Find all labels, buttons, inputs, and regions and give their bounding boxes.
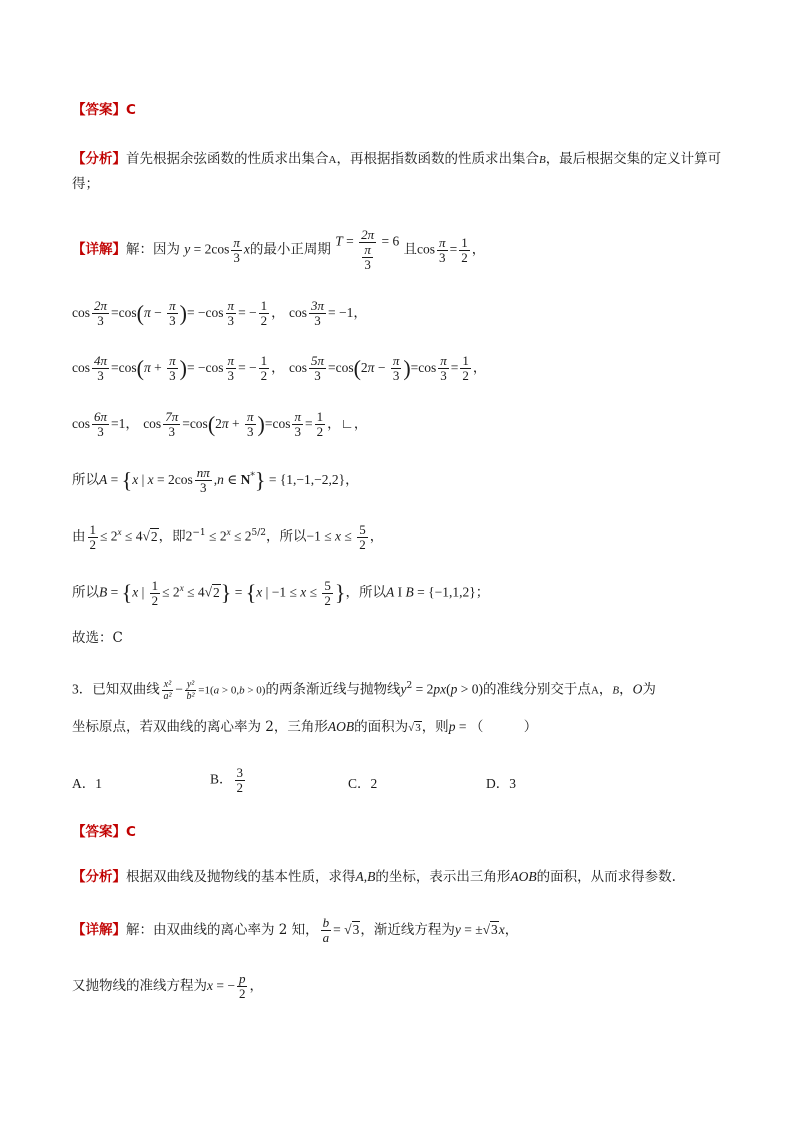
analysis-text: 的面积，从而求得参数.: [536, 869, 676, 885]
detail-line-ineq: 由 $\frac{1}{2}$ ≤ $2^x \le 4√2$，即$2^{-1} \le 2^x \le 2^{5/2}$，所以−1 ≤ x ≤ $\frac{5}{2}$ ，: [72, 521, 384, 552]
option-c: C．2: [348, 776, 378, 791]
detail-text: ，: [249, 978, 263, 994]
question-text: 的两条渐近线与抛物线: [265, 681, 401, 698]
detail-line-4: cos $\frac{6\pi}{3}$ =1， cos $\frac{7\pi}{3}$ =cos(2π + $\frac{\pi}{3}$ )=cos $\frac{\pi}{3}$ = $\frac{1}{2}$ ，∟，: [72, 409, 368, 439]
question-text: 已知双曲线: [92, 681, 160, 698]
detail2-line-1: 【详解】解：由双曲线的离心率为 2 知， $\frac{b}{a}$ = √3，渐近线方程为y = ±√3x，: [72, 915, 519, 945]
and-text: 且: [403, 241, 418, 258]
option-a: A．1: [72, 776, 102, 791]
detail-line-2: cos $\frac{2\pi}{3}$ =cos(π − $\frac{\pi}{3}$ )= −cos $\frac{\pi}{3}$ = − $\frac{1}{2}$ ， cos $\frac{3\pi}{3}$ = −1，: [72, 298, 367, 328]
question-text: ，则: [421, 719, 449, 735]
detail-text: 解：由双曲线的离心率为 2 知，: [126, 922, 319, 938]
detail-text: ，: [504, 922, 519, 938]
set-a-result: {1,−1,−2,2}: [279, 472, 346, 487]
answer-value: C: [126, 102, 136, 118]
detail-tag: 【详解】: [72, 922, 126, 938]
detail-line-3: cos $\frac{4\pi}{3}$ =cos(π + $\frac{\pi}{3}$ )= −cos $\frac{\pi}{3}$ = − $\frac{1}{2}$ ， cos $\frac{5\pi}{3}$ =cos(2π − $\frac{\pi}{3}$ )=cos $\frac{\pi}{3}$ = $\frac{1}{2}$ ，: [72, 353, 487, 383]
answer-value: C: [126, 824, 136, 840]
analysis-text: ，最后根据交集的定义计算可得；: [72, 151, 722, 192]
period-text: 的最小正周期: [249, 241, 331, 258]
bset-text: ，所以: [345, 584, 386, 601]
detail-text: 又抛物线的准线方程为: [72, 978, 207, 994]
intersection-result: {−1,1,2}: [428, 584, 476, 600]
so2-text: ，所以: [266, 528, 307, 545]
question-text: （ ）: [469, 719, 538, 735]
from-text: 由: [72, 528, 86, 545]
question-text: 为: [642, 681, 656, 698]
detail-line-set-b: 所以B = {x | $\frac{1}{2}$ ≤ $2^x \le 4√2\} = \{x$ | −1 ≤ x ≤ $\frac{5}{2}$ }，所以A I B = {−1,1,2}；: [72, 577, 490, 608]
analysis-text: 的坐标，表示出三角形: [375, 869, 511, 885]
analysis-line-2: 【分析】根据双曲线及抛物线的基本性质，求得A,B的坐标，表示出三角形AOB的面积，从而求得参数.: [72, 869, 676, 885]
detail-line-set-a: 所以A = {x | x = 2cos $\frac{n\pi}{3}$ ,n ∈ N*} = {1,−1,−2,2}，: [72, 465, 359, 495]
set-b-label: B: [538, 154, 546, 166]
so-text: 所以: [72, 472, 99, 488]
question-text: 坐标原点，若双曲线的离心率为 2，三角形: [72, 719, 328, 735]
conclusion-line: [72, 628, 732, 648]
set-a-label: A: [328, 154, 337, 166]
analysis-text: 首先根据余弦函数的性质求出集合: [126, 151, 329, 167]
detail-intro: 解：因为: [126, 241, 180, 258]
answer-line-2: [72, 822, 732, 842]
analysis-tag: 【分析】: [72, 151, 126, 167]
question3-line-2: 坐标原点，若双曲线的离心率为 2，三角形AOB的面积为√3，则p = （ ）: [72, 719, 538, 735]
analysis-text: 根据双曲线及抛物线的基本性质，求得: [126, 869, 356, 885]
question-number: 3．: [72, 681, 93, 697]
answer-tag: 【答案】: [72, 824, 126, 840]
answer-tag: 【答案】: [72, 102, 126, 118]
conclusion-text: 故选：C: [72, 630, 123, 646]
question3-line-1: 3．已知双曲线 $\frac{\text{x²}}{\text{a²}}$ − $\frac{\text{y²}}{\text{b²}}$ =1(a > 0,b > 0)的两条渐近线与抛物线$y^2 = 2px(p > 0)$的准线分别交于点A，B，O为: [72, 678, 656, 702]
detail-tag: 【详解】: [72, 241, 126, 258]
question-text: ，: [598, 681, 613, 698]
detail-text: ，渐近线方程为: [360, 922, 455, 938]
analysis-block-1: [72, 147, 732, 196]
ellipsis-mark: ∟: [340, 416, 354, 431]
question-text: 的面积为: [354, 719, 409, 735]
so-text: 所以: [72, 584, 99, 601]
detail2-line-2: 又抛物线的准线方程为x = − $\frac{p}{2}$ ，: [72, 971, 263, 1001]
option-b: B． $\frac{3}{2}$: [210, 765, 244, 795]
answer-line-1: [72, 100, 732, 120]
analysis-text: ，再根据指数函数的性质求出集合: [336, 151, 539, 167]
question-text: 的准线分别交于点: [482, 681, 591, 698]
detail-line-1: 【详解】解：因为 y = 2cos $\frac{\pi}{3}$ x的最小正周期 T = $\frac{2\pi}{\frac{\pi}{3}}$ = 6 且cos $\frac{\pi}{3}$ = $\frac{1}{2}$ ，: [72, 227, 486, 272]
ie-text: ，即: [158, 528, 186, 545]
analysis-tag: 【分析】: [72, 869, 126, 885]
option-d: D．3: [486, 776, 516, 791]
